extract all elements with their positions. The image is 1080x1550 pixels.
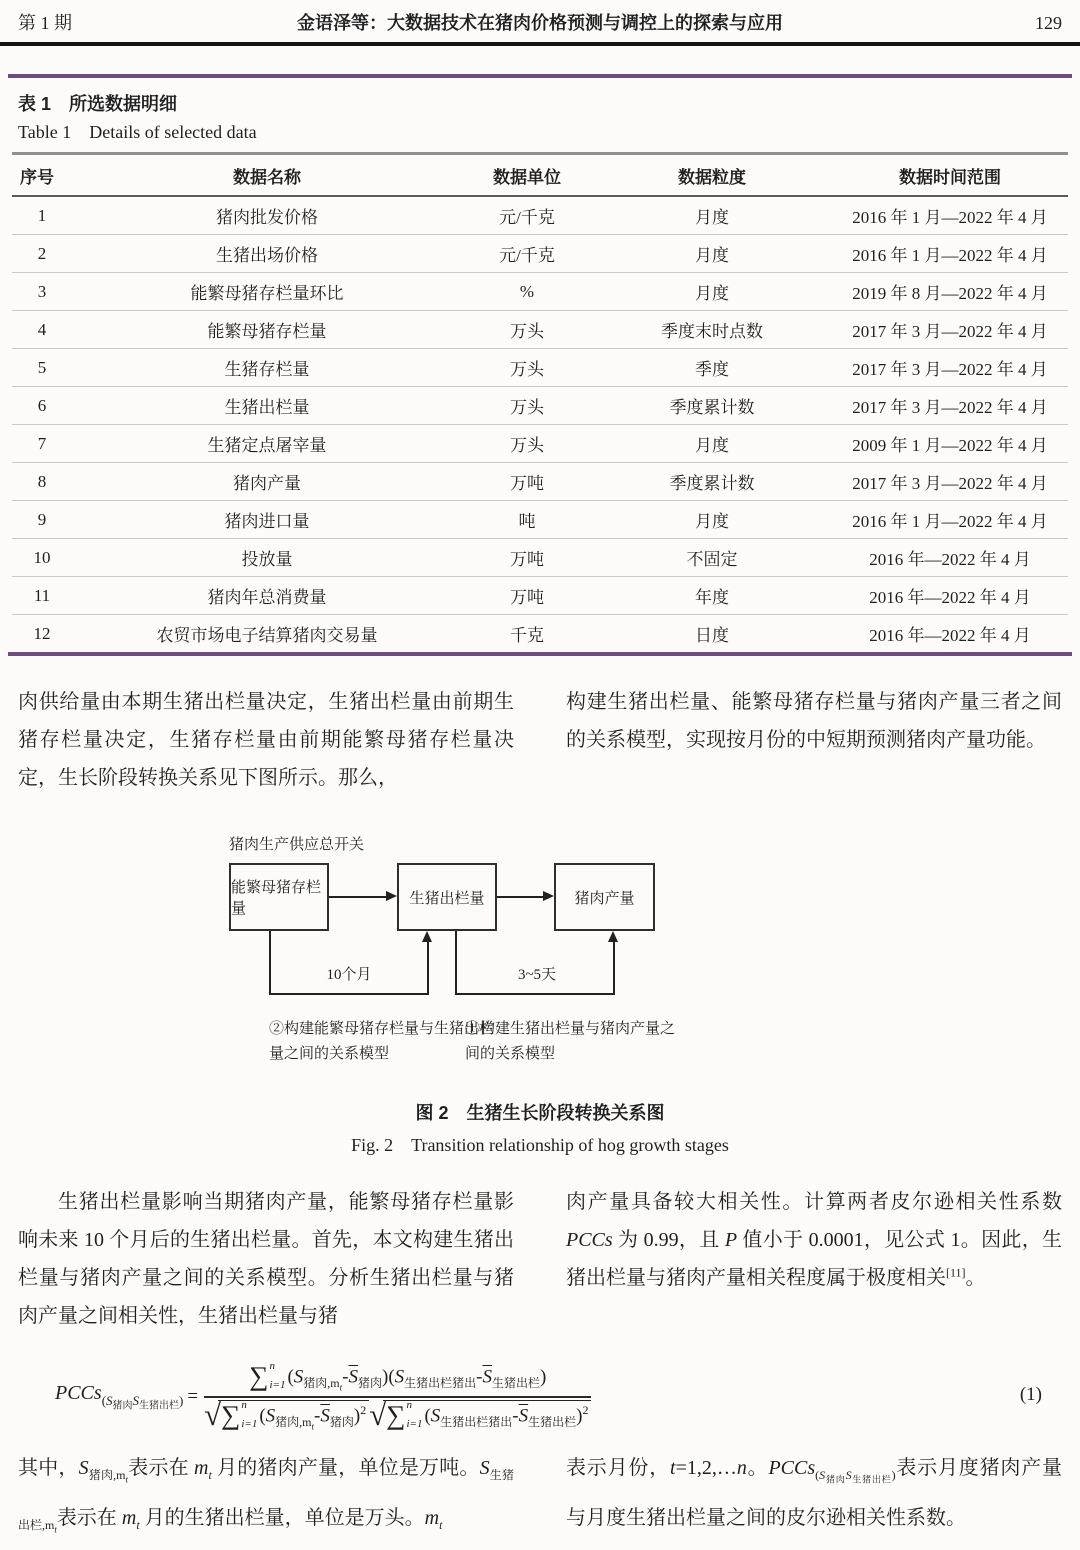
page-number: 129 [1035, 13, 1062, 33]
cell-range: 2009 年 1 月—2022 年 4 月 [832, 425, 1068, 463]
subscript-group [815, 1468, 896, 1485]
subscript-pork-m: 猪肉,m [88, 1468, 126, 1482]
subscript-group [275, 1414, 315, 1432]
cell-unit: 万吨 [462, 577, 592, 615]
cell-range: 2016 年 1 月—2022 年 4 月 [832, 235, 1068, 273]
var-s: S [430, 1404, 441, 1426]
table-row [12, 311, 1068, 349]
subscript-hog-out: 生猪出栏猪出 [440, 1414, 513, 1429]
connector-line [613, 940, 615, 995]
fraction [204, 1359, 591, 1432]
cell-granularity: 月度 [592, 425, 832, 463]
var-pccs: PCCs [55, 1382, 102, 1405]
cell-granularity: 不固定 [592, 539, 832, 577]
hog-growth-diagram [225, 833, 695, 1075]
sqrt-content [383, 1400, 591, 1432]
limit-upper: n [241, 1398, 247, 1411]
var-t: t [311, 1421, 315, 1432]
limit-lower: i=1 [406, 1417, 423, 1430]
summation [221, 1400, 257, 1430]
col-header-range: 数据时间范围 [832, 154, 1068, 197]
table-row [12, 196, 1068, 235]
cell-unit: % [462, 273, 592, 311]
minus-sign: - [342, 1365, 349, 1387]
var-m: m [424, 1507, 440, 1530]
table-header [12, 154, 1068, 197]
var-s-bar: $\overline{S}$ [348, 1365, 358, 1387]
summation-limits [269, 1361, 285, 1391]
table-title-en: Table 1 Details of selected data [18, 122, 257, 142]
text-run: 。 [746, 1457, 769, 1479]
equation-lhs-subscript [101, 1393, 184, 1412]
cell-seq: 1 [37, 205, 47, 225]
cell-seq: 10 [12, 539, 72, 577]
connector-line [455, 931, 457, 995]
cell-range: 2017 年 3 月—2022 年 4 月 [832, 349, 1068, 387]
citation-ref: [11] [946, 1265, 966, 1280]
paragraph-left: 生猪出栏量影响当期猪肉产量，能繁母猪存栏量影响未来 10 个月后的生猪出栏量。首先，本文构建生猪出栏量与猪肉产量之间的关系模型。分析生猪出栏量与猪肉产量之间相关性，生猪出栏量与猪 [18, 1191, 514, 1327]
equation-lhs [55, 1382, 183, 1412]
diagram-note-1: ①构建生猪出栏量与猪肉产量之间的关系模型 [465, 1021, 676, 1062]
cell-seq: 3 [12, 273, 72, 311]
running-title: 金语泽等：大数据技术在猪肉价格预测与调控上的探索与应用 [297, 13, 783, 33]
cell-granularity: 年度 [592, 577, 832, 615]
var-t: t [125, 1474, 129, 1485]
limit-lower: i=1 [241, 1417, 258, 1430]
text-run: 为 0.99，且 [612, 1229, 725, 1251]
formula-token: ( [259, 1404, 266, 1426]
cell-range: 2016 年—2022 年 4 月 [832, 577, 1068, 615]
minus-sign: - [512, 1404, 519, 1426]
equation-number: (1) [1019, 1384, 1042, 1405]
cell-seq: 11 [12, 577, 72, 615]
connector-line [269, 993, 429, 995]
cell-seq: 7 [12, 425, 72, 463]
cell-granularity: 季度累计数 [592, 387, 832, 425]
formula-token: ) [353, 1404, 361, 1426]
sqrt-symbol: √ [204, 1396, 222, 1432]
var-t: t [339, 1382, 343, 1393]
box-sow-inventory-label: 能繁母猪存栏量 [231, 880, 322, 917]
figure-caption-en: Fig. 2 Transition relationship of hog growth stages [351, 1135, 729, 1155]
var-pccs: PCCs [768, 1457, 816, 1479]
formula-token: ) [540, 1365, 547, 1387]
box-hog-output [397, 863, 497, 931]
cell-unit: 千克 [462, 615, 592, 653]
equation-1 [0, 1343, 1080, 1447]
table-row [12, 273, 1068, 311]
subscript-hog: 生猪出栏 [139, 1400, 180, 1412]
var-t: t [439, 1518, 443, 1533]
summation-limits [406, 1400, 422, 1430]
table-body [12, 196, 1068, 652]
exponent-2: 2 [582, 1402, 589, 1417]
duration-label-3-5-days: 3~5天 [517, 967, 557, 983]
sigma-symbol: ∑ [249, 1360, 269, 1391]
table-row [12, 425, 1068, 463]
subscript-hog: 生猪出栏 [528, 1414, 577, 1429]
formula-token: ( [424, 1404, 431, 1426]
equals-sign: = [187, 1386, 199, 1407]
cell-range: 2017 年 3 月—2022 年 4 月 [832, 463, 1068, 501]
sqrt-symbol: √ [369, 1396, 387, 1432]
cell-name: 生猪存栏量 [72, 349, 462, 387]
cell-seq: 4 [12, 311, 72, 349]
var-t: t [54, 1524, 57, 1535]
text-run: 其中， [18, 1457, 79, 1479]
formula-token: ( [388, 1365, 395, 1387]
table-top-rule [8, 74, 1072, 78]
cell-unit: 万头 [462, 425, 592, 463]
box-hog-output-label: 生猪出栏量 [409, 890, 485, 907]
cell-seq: 9 [12, 501, 72, 539]
cell-name: 猪肉进口量 [72, 501, 462, 539]
table-row [12, 349, 1068, 387]
cell-range: 2017 年 3 月—2022 年 4 月 [832, 311, 1068, 349]
cell-name: 生猪出栏量 [72, 387, 462, 425]
text-run: =1,2,… [675, 1457, 737, 1479]
table-bottom-rule [8, 652, 1072, 656]
subscript-pork: 猪肉 [112, 1400, 133, 1412]
text-run: 表示在 [56, 1507, 122, 1530]
limit-upper: n [406, 1398, 412, 1411]
var-t: t [208, 1468, 212, 1482]
arrowhead-right-2 [543, 891, 554, 901]
cell-granularity: 月度 [592, 273, 832, 311]
summation-limits [241, 1400, 257, 1430]
arrowhead-up-2 [608, 931, 618, 942]
table-row [12, 539, 1068, 577]
text-run: 月的猪肉产量，单位是万吨。 [211, 1457, 480, 1479]
var-s: S [265, 1404, 276, 1426]
sigma-symbol: ∑ [221, 1399, 241, 1430]
cell-range: 2016 年 1 月—2022 年 4 月 [852, 208, 1048, 227]
cell-unit: 元/千克 [499, 208, 555, 227]
var-s: S [132, 1393, 140, 1409]
table-row [12, 463, 1068, 501]
table-row [12, 501, 1068, 539]
cell-range: 2016 年—2022 年 4 月 [832, 615, 1068, 653]
var-s: S [394, 1365, 405, 1387]
cell-name: 生猪出场价格 [72, 235, 462, 273]
summation [249, 1361, 285, 1391]
arrowhead-right-1 [386, 891, 397, 901]
col-header-seq: 序号 [12, 154, 72, 197]
diagram-note-2: ②构建能繁母猪存栏量与生猪出栏量之间的关系模型 [269, 1021, 495, 1062]
fraction-numerator [204, 1359, 591, 1398]
formula-token: ) [179, 1393, 184, 1409]
cell-granularity: 月度 [592, 235, 832, 273]
var-s: S [845, 1468, 852, 1482]
cell-seq: 6 [12, 387, 72, 425]
summation [386, 1400, 422, 1430]
paragraph-block-1 [0, 683, 1080, 797]
journal-issue: 第 1 期 [18, 13, 72, 33]
note-left [18, 1449, 514, 1550]
cell-granularity: 季度 [592, 349, 832, 387]
subscript-hog: 生猪出栏 [851, 1474, 892, 1485]
cell-granularity: 月度 [695, 208, 729, 227]
connector-line [427, 940, 429, 995]
subscript-pork-m: 猪肉,m [275, 1414, 312, 1429]
fraction-denominator [204, 1398, 591, 1432]
limit-upper: n [269, 1359, 275, 1372]
exponent-2: 2 [360, 1402, 367, 1417]
data-table [12, 152, 1068, 652]
figure-caption-cn: 图 2 生猪生长阶段转换关系图 [415, 1103, 665, 1123]
cell-granularity: 月度 [592, 501, 832, 539]
cell-name: 生猪定点屠宰量 [72, 425, 462, 463]
cell-name: 农贸市场电子结算猪肉交易量 [72, 615, 462, 653]
paragraph-right: 构建生猪出栏量、能繁母猪存栏量与猪肉产量三者之间的关系模型，实现按月份的中短期预测猪肉产量功能。 [566, 691, 1062, 751]
var-t: t [136, 1518, 140, 1533]
var-p: P [724, 1229, 738, 1251]
var-pccs: PCCs [566, 1229, 613, 1251]
col-header-unit: 数据单位 [462, 154, 592, 197]
cell-seq: 8 [12, 463, 72, 501]
subscript-t [439, 1518, 442, 1532]
sigma-symbol: ∑ [386, 1399, 406, 1430]
formula-token: ( [101, 1393, 107, 1409]
var-s-bar: $\overline{S}$ [482, 1365, 492, 1387]
var-s: S [106, 1393, 113, 1409]
paragraph-block-2 [0, 1183, 1080, 1335]
table-header-row [12, 154, 1068, 197]
cell-range: 2019 年 8 月—2022 年 4 月 [832, 273, 1068, 311]
connector-line [269, 931, 271, 995]
subscript-group [88, 1468, 129, 1485]
subscript-hog-out: 生猪出栏猪出 [404, 1375, 477, 1390]
cell-granularity: 日度 [592, 615, 832, 653]
cell-seq: 2 [12, 235, 72, 273]
formula-token: ( [287, 1365, 294, 1387]
var-s: S [78, 1457, 89, 1479]
subscript-pork-m: 猪肉,m [303, 1375, 340, 1390]
cell-name: 能繁母猪存栏量 [72, 311, 462, 349]
col-header-name: 数据名称 [72, 154, 462, 197]
var-n: n [736, 1457, 747, 1479]
cell-seq: 12 [12, 615, 72, 653]
text-run: 值小于 0.0001，见公式 1。因此，生猪出栏量与猪肉产量相关程度属于极度相 [566, 1229, 1063, 1289]
duration-label-10-months: 10个月 [326, 967, 372, 983]
arrowhead-up-1 [422, 931, 432, 942]
cell-name: 能繁母猪存栏量环比 [72, 273, 462, 311]
cell-name: 猪肉年总消费量 [72, 577, 462, 615]
table-row [12, 577, 1068, 615]
text-run: 表示月度猪肉产量与月度生猪出栏量之间的皮尔逊相关性系数。 [566, 1457, 1062, 1530]
var-s-bar: $\overline{S}$ [518, 1404, 529, 1426]
box-pork-production-label: 猪肉产量 [574, 890, 635, 907]
var-s: S [293, 1365, 304, 1387]
note-right [566, 1449, 1062, 1550]
cell-range: 2016 年 1 月—2022 年 4 月 [832, 501, 1068, 539]
arrow-line-1 [329, 896, 387, 898]
var-s-bar: $\overline{S}$ [320, 1404, 330, 1426]
text-run: 表示月份， [566, 1457, 671, 1479]
limit-lower: i=1 [269, 1378, 286, 1391]
formula-token: ) [381, 1365, 389, 1387]
var-m: m [194, 1457, 209, 1479]
cell-unit: 元/千克 [462, 235, 592, 273]
cell-unit: 吨 [462, 501, 592, 539]
page-header [0, 0, 1080, 46]
cell-name: 投放量 [72, 539, 462, 577]
table-title-cn: 表 1 所选数据明细 [18, 94, 178, 114]
paragraph-left: 肉供给量由本期生猪出栏量决定，生猪出栏量由前期生猪存栏量决定，生猪存栏量由前期能繁母猪存栏量决定，生长阶段转换关系见下图所示。那么， [18, 691, 514, 789]
sqrt-content [218, 1400, 369, 1432]
table-row [12, 387, 1068, 425]
var-s: S [819, 1468, 826, 1482]
subscript-hog-m: 生猪出栏,m [18, 1468, 515, 1533]
text-run: 月的生猪出栏量，单位是万头。 [139, 1507, 425, 1530]
cell-unit: 万吨 [462, 539, 592, 577]
connector-line [455, 993, 615, 995]
minus-sign: - [314, 1404, 321, 1426]
cell-unit: 万头 [462, 387, 592, 425]
cell-unit: 万头 [462, 349, 592, 387]
cell-name: 猪肉产量 [72, 463, 462, 501]
subscript-pork: 猪肉 [329, 1414, 354, 1429]
formula-token: ( [815, 1468, 820, 1482]
cell-range: 2016 年—2022 年 4 月 [832, 539, 1068, 577]
cell-granularity: 季度累计数 [592, 463, 832, 501]
subscript-group [303, 1375, 343, 1393]
subscript-hog: 生猪出栏 [491, 1375, 540, 1390]
table-row [12, 235, 1068, 273]
cell-range: 2017 年 3 月—2022 年 4 月 [832, 387, 1068, 425]
formula-token: ) [576, 1404, 583, 1426]
cell-unit: 万吨 [462, 463, 592, 501]
diagram-switch-label: 猪肉生产供应总开关 [229, 837, 365, 853]
var-t: t [670, 1457, 676, 1479]
paragraph-right [566, 1183, 1062, 1335]
minus-sign: - [476, 1365, 483, 1387]
cell-granularity: 季度末时点数 [592, 311, 832, 349]
var-s: S [479, 1457, 490, 1479]
col-header-granularity: 数据粒度 [592, 154, 832, 197]
var-m: m [121, 1507, 137, 1530]
cell-unit: 万头 [462, 311, 592, 349]
formula-token: ) [891, 1468, 896, 1482]
cell-seq: 5 [12, 349, 72, 387]
text-run: 表示在 [128, 1457, 195, 1479]
arrow-line-2 [497, 896, 544, 898]
box-pork-production [554, 863, 655, 931]
cell-name: 猪肉批发价格 [216, 208, 318, 227]
table-row [12, 615, 1068, 653]
box-sow-inventory [229, 863, 329, 931]
text-run: 。 [965, 1267, 986, 1289]
notation-notes [0, 1449, 1080, 1550]
subscript-pork: 猪肉 [357, 1375, 382, 1390]
subscript-pork: 猪肉 [825, 1474, 846, 1485]
text-run: 关 [926, 1267, 946, 1289]
text-run: 肉产量具备较大相关性。计算两者皮尔逊相关性系数 [566, 1191, 1062, 1213]
